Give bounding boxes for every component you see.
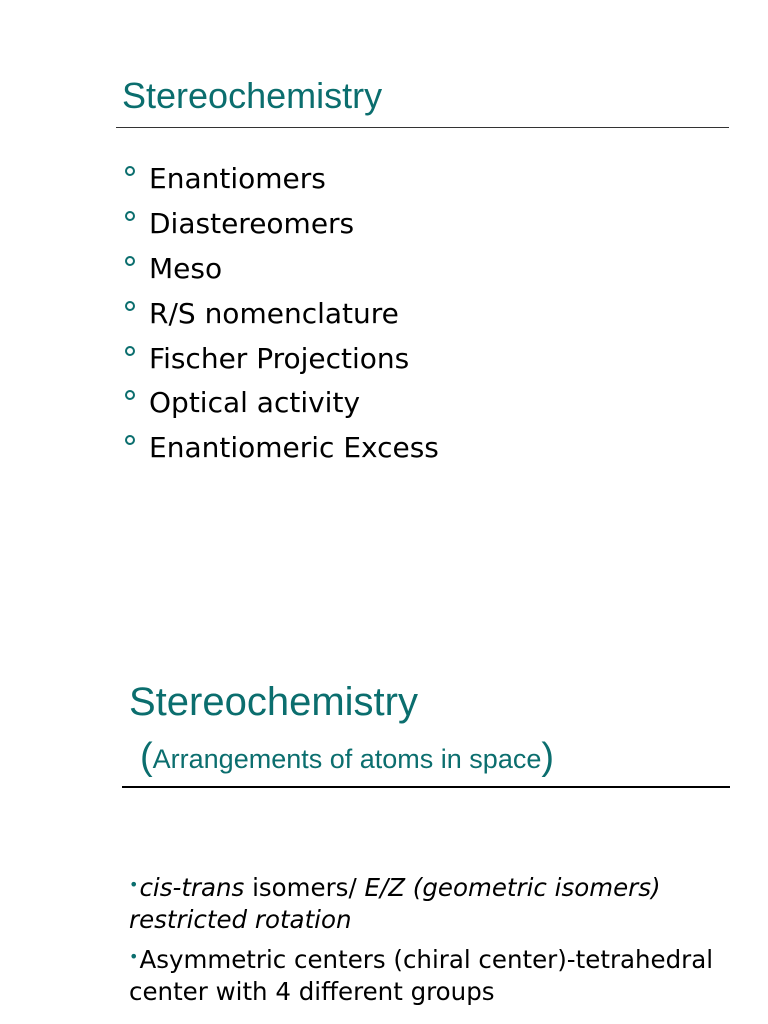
circle-bullet-icon — [125, 435, 135, 445]
list-item — [122, 291, 439, 336]
list-item — [122, 247, 439, 292]
list-item-label: Optical activity — [149, 386, 361, 420]
slide-2-divider — [122, 786, 730, 788]
slide-2-subtitle — [140, 733, 554, 781]
dot-bullet-icon: • — [129, 947, 139, 966]
subtitle-open-paren: ( — [140, 736, 153, 778]
cis-trans-term: cis-trans — [139, 873, 245, 902]
list-item-label: Enantiomeric Excess — [149, 431, 439, 465]
circle-bullet-icon — [125, 166, 135, 176]
list-item — [122, 336, 439, 381]
subtitle-close-paren: ) — [541, 736, 555, 778]
slide-2-title: Stereochemistry — [129, 680, 418, 724]
list-item — [122, 202, 439, 247]
dot-bullet-icon: • — [129, 875, 139, 894]
list-item — [122, 426, 439, 471]
list-item — [122, 157, 439, 202]
circle-bullet-icon — [125, 301, 135, 311]
slide-1-bullet-list — [122, 157, 439, 471]
circle-bullet-icon — [125, 256, 135, 266]
slide-1-title: Stereochemistry — [122, 75, 383, 116]
subtitle-text: Arrangements of atoms in space — [152, 744, 542, 774]
list-item-label: Fischer Projections — [149, 341, 410, 375]
ez-isomers-text: E/Z (geometric isomers) restricted rotation — [129, 873, 661, 934]
circle-bullet-icon — [125, 346, 135, 356]
list-item-label: Enantiomers — [149, 162, 326, 196]
list-item — [129, 941, 729, 1007]
list-item-label: Meso — [149, 251, 223, 285]
list-item — [129, 869, 729, 935]
slide-1-divider — [116, 127, 729, 128]
asymmetric-centers-text: Asymmetric centers (chiral center)-tetrahedral center with 4 different groups — [129, 945, 714, 1006]
list-item — [122, 381, 439, 426]
slide-2-bullet-list — [129, 869, 729, 1013]
circle-bullet-icon — [125, 390, 135, 400]
list-item-label: R/S nomenclature — [149, 296, 399, 330]
circle-bullet-icon — [125, 211, 135, 221]
isomers-text: isomers/ — [244, 873, 365, 902]
list-item-label: Diastereomers — [149, 207, 355, 241]
